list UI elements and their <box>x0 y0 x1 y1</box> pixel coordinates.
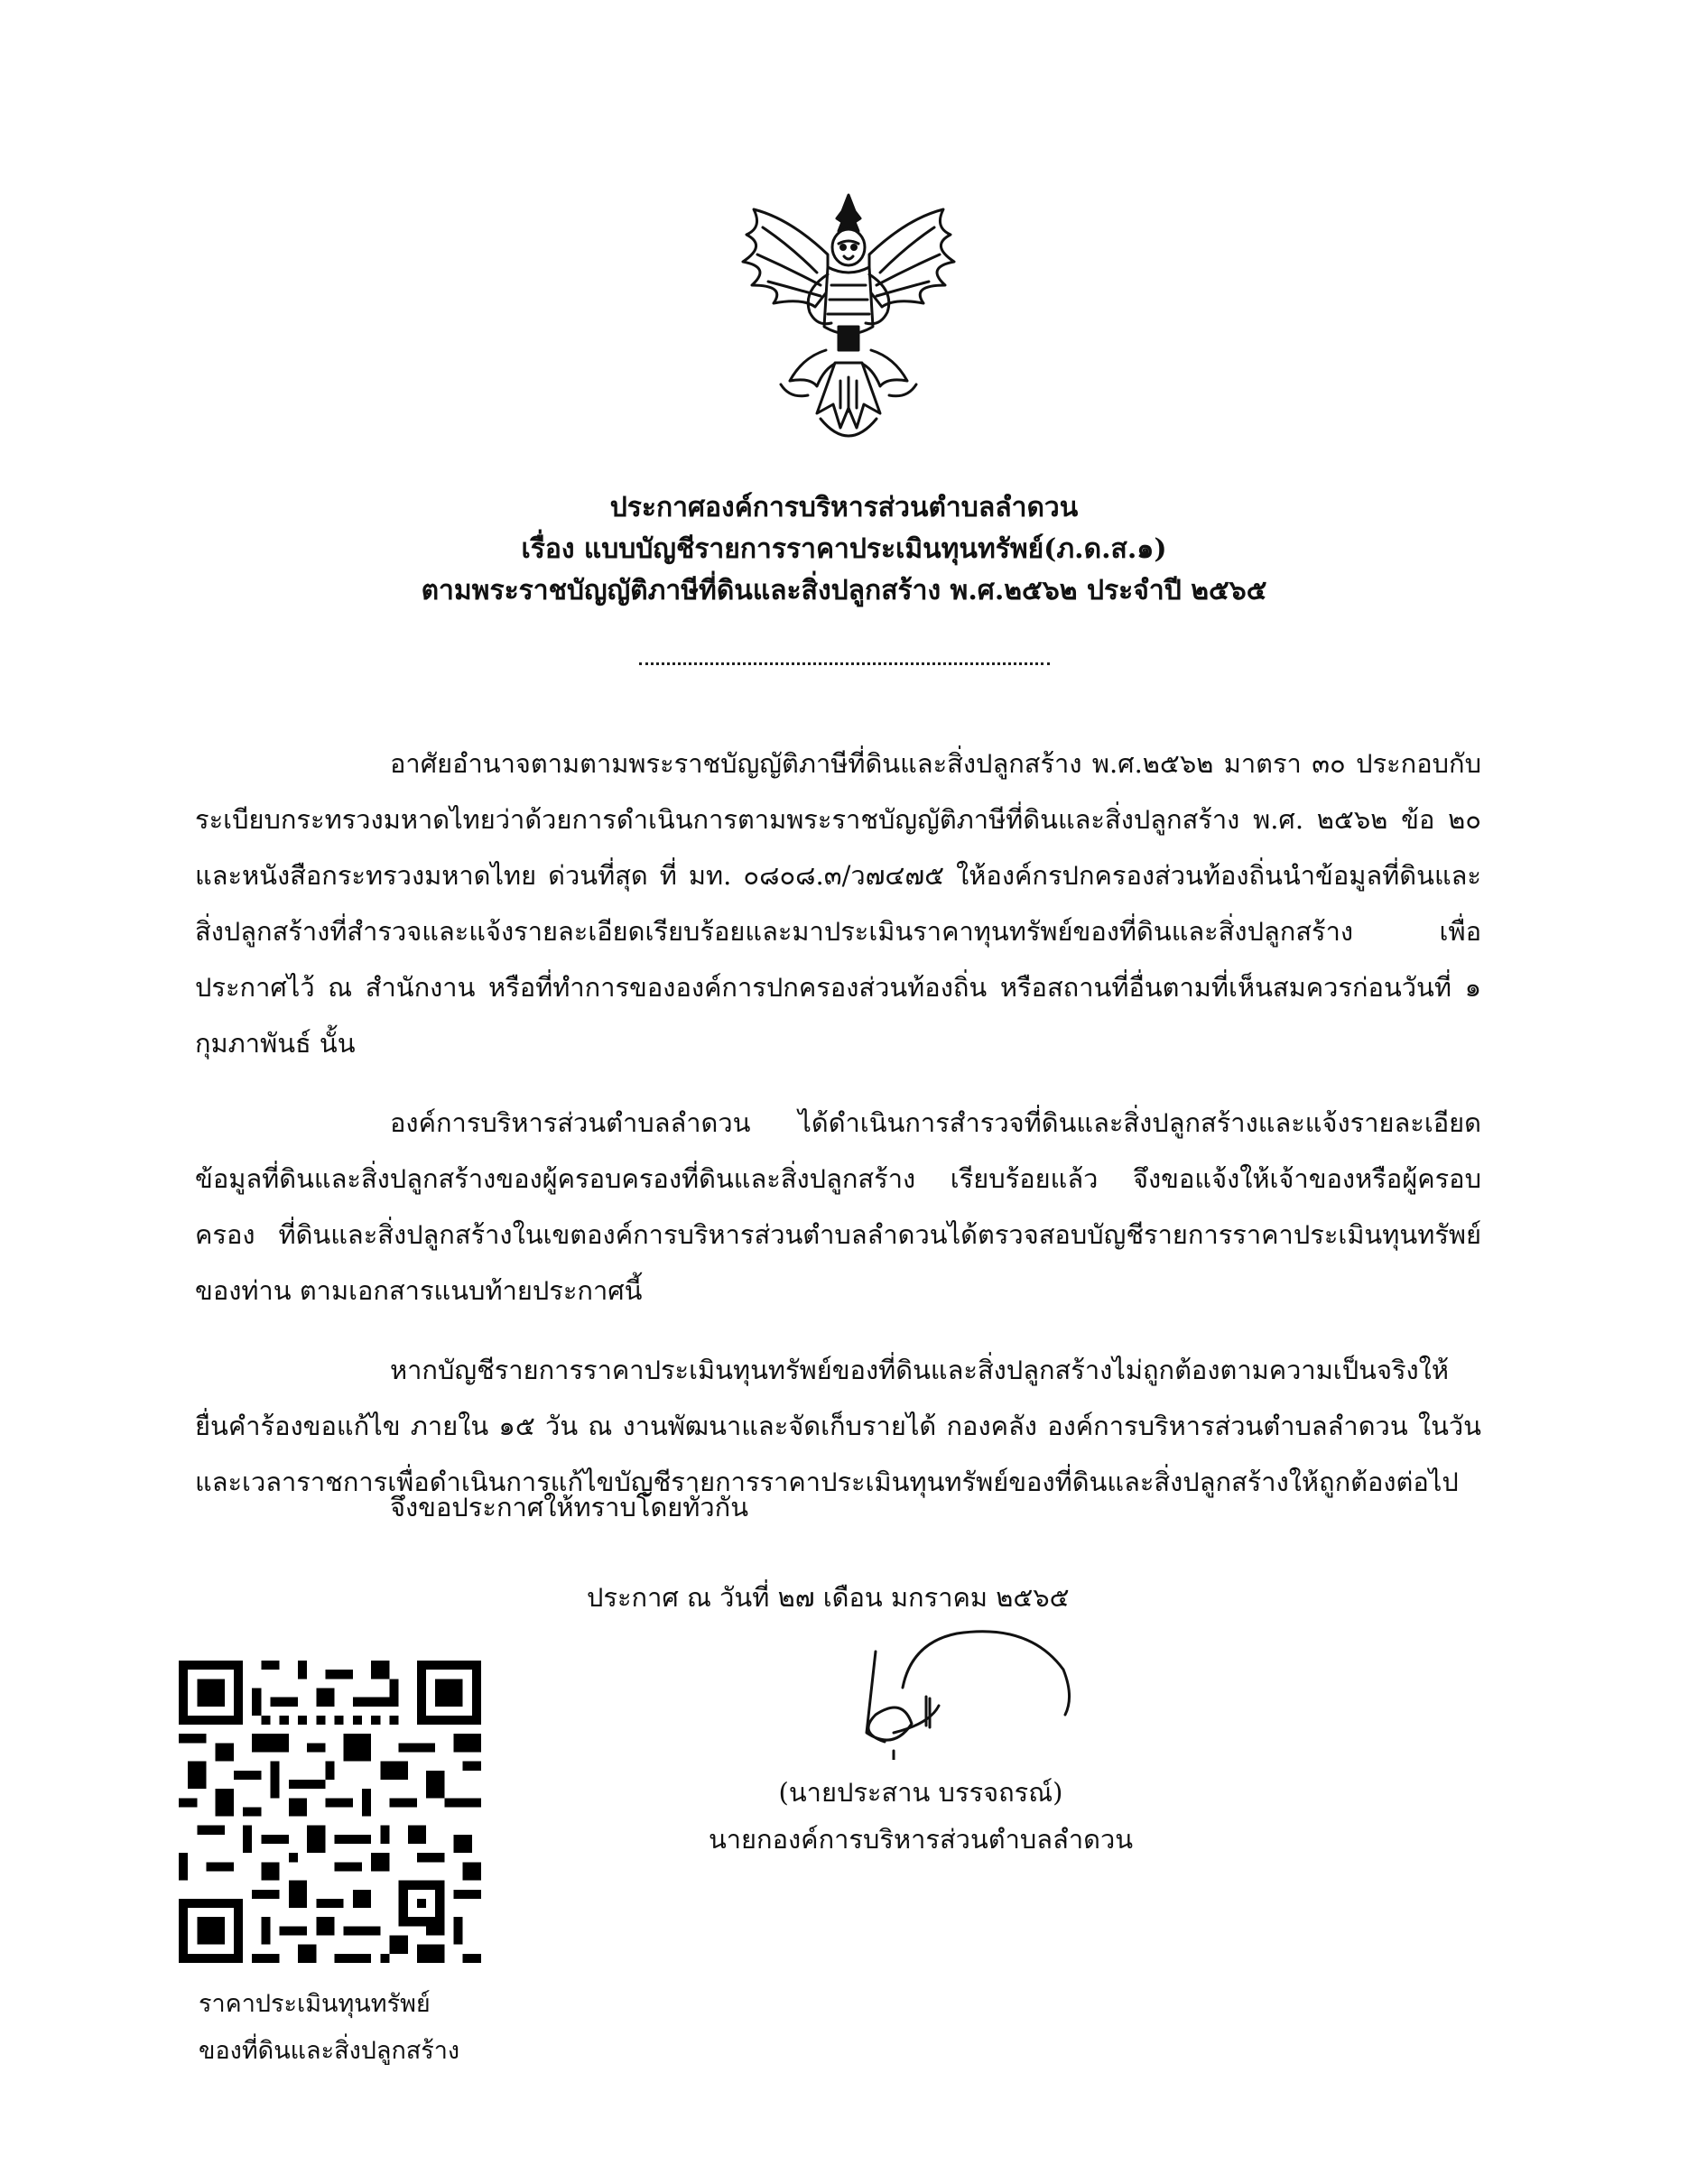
body-paragraph-1: อาศัยอำนาจตามตามพระราชบัญญัติภาษีที่ดินและสิ่งปลูกสร้าง พ.ศ.๒๕๖๒ มาตรา ๓๐ ประกอบกับระเบียบกระทรวงมหาดไทยว่าด้วยการดำเนินการตามพระราชบัญญัติภาษีที่ดินและสิ่งปลูกสร้าง พ.ศ. ๒๕๖๒ ข้อ ๒๐ และหนังสือกระทรวงมหาดไทย ด่วนที่สุด ที่ มท. ๐๘๐๘.๓/ว๗๔๗๕ ให้องค์กรปกครองส่วนท้องถิ่นนำข้อมูลที่ดินและสิ่งปลูกสร้างที่สำรวจและแจ้งรายละเอียดเรียบร้อยและมาประเมินราคาทุนทรัพย์ของที่ดินและสิ่งปลูกสร้าง เพื่อประกาศไว้ ณ สำนักงาน หรือที่ทำการขององค์การปกครองส่วนท้องถิ่น หรือสถานที่อื่นตามที่เห็นสมควรก่อนวันที่ ๑ กุมภาพันธ์ นั้น <box>195 748 1481 1059</box>
title-line-2: เรื่อง แบบบัญชีรายการราคาประเมินทุนทรัพย์(ภ.ด.ส.๑) <box>521 533 1167 565</box>
signer-name: (นายประสาน บรรจถรณ์) <box>778 1777 1063 1808</box>
handwritten-signature <box>839 1615 1092 1760</box>
announcement-body <box>195 736 1481 1533</box>
body-paragraph-2: องค์การบริหารส่วนตำบลลำดวน ได้ดำเนินการสำรวจที่ดินและสิ่งปลูกสร้างและแจ้งรายละเอียดข้อมูลที่ดินและสิ่งปลูกสร้างของผู้ครอบครองที่ดินและสิ่งปลูกสร้าง เรียบร้อยแล้ว จึงขอแจ้งให้เจ้าของหรือผู้ครอบครอง ที่ดินและสิ่งปลูกสร้างในเขตองค์การบริหารส่วนตำบลลำดวนได้ตรวจสอบบัญชีรายการราคาประเมินทุนทรัพย์ของท่าน ตามเอกสารแนบท้ายประกาศนี้ <box>195 1107 1481 1306</box>
closing-statement: จึงขอประกาศให้ทราบโดยทั่วกัน <box>390 1492 749 1522</box>
title-divider <box>639 662 1050 665</box>
garuda-emblem-icon <box>727 191 970 455</box>
signer-position: นายกองค์การบริหารส่วนตำบลลำดวน <box>708 1824 1134 1855</box>
qr-caption-line-2: ของที่ดินและสิ่งปลูกสร้าง <box>199 2037 460 2065</box>
title-line-1: ประกาศองค์การบริหารส่วนตำบลลำดวน <box>609 492 1079 523</box>
qr-code-icon[interactable] <box>179 1661 481 1963</box>
body-paragraph-3: หากบัญชีรายการราคาประเมินทุนทรัพย์ของที่ดินและสิ่งปลูกสร้างไม่ถูกต้องตามความเป็นจริงให้ยื่นคำร้องขอแก้ไข ภายใน ๑๕ วัน ณ งานพัฒนาและจัดเก็บรายได้ กองคลัง องค์การบริหารส่วนตำบลลำดวน ในวันและเวลาราชการเพื่อดำเนินการแก้ไขบัญชีรายการราคาประเมินทุนทรัพย์ของที่ดินและสิ่งปลูกสร้างให้ถูกต้องต่อไป <box>195 1355 1481 1497</box>
qr-caption <box>199 1981 459 2075</box>
document-title <box>0 487 1688 612</box>
title-line-3: ตามพระราชบัญญัติภาษีที่ดินและสิ่งปลูกสร้าง พ.ศ.๒๕๖๒ ประจำปี ๒๕๖๕ <box>421 575 1267 606</box>
announcement-date: ประกาศ ณ วันที่ ๒๗ เดือน มกราคม ๒๕๖๕ <box>587 1582 1070 1613</box>
qr-caption-line-1: ราคาประเมินทุนทรัพย์ <box>199 1990 431 2018</box>
signatory <box>686 1769 1155 1863</box>
